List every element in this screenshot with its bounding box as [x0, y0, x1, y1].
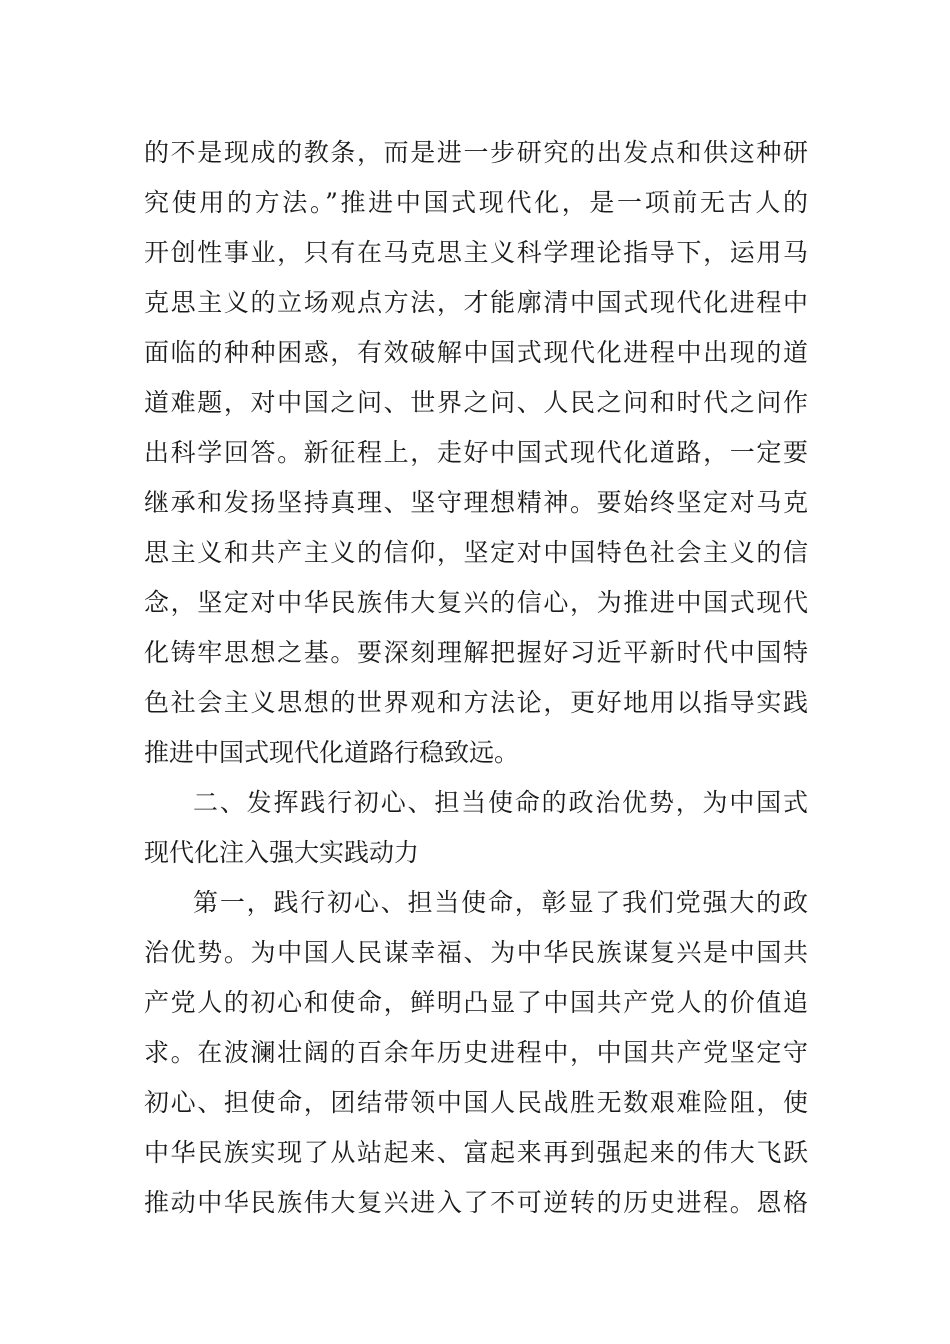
- text-line-7: 出科学回答。新征程上，走好中国式现代化道路，一定要: [144, 438, 808, 467]
- text-line-5: 面临的种种困惑，有效破解中国式现代化进程中出现的道: [144, 338, 808, 367]
- text-line-13: 推进中国式现代化道路行稳致远。: [144, 738, 520, 767]
- text-line-19: 求。在波澜壮阔的百余年历史进程中，中国共产党坚定守: [144, 1038, 808, 1067]
- text-line-20: 初心、担使命，团结带领中国人民战胜无数艰难险阻，使: [144, 1088, 808, 1117]
- text-line-4: 克思主义的立场观点方法，才能廓清中国式现代化进程中: [144, 288, 808, 317]
- text-line-9: 思主义和共产主义的信仰，坚定对中国特色社会主义的信: [144, 538, 808, 567]
- text-line-6: 道难题，对中国之问、世界之问、人民之问和时代之问作: [144, 388, 808, 417]
- text-line-10: 念，坚定对中华民族伟大复兴的信心，为推进中国式现代: [144, 588, 808, 617]
- section-heading-line-1: 二、发挥践行初心、担当使命的政治优势，为中国式: [193, 788, 808, 817]
- text-line-16: 第一，践行初心、担当使命，彰显了我们党强大的政: [193, 888, 808, 917]
- text-line-3: 开创性事业，只有在马克思主义科学理论指导下，运用马: [144, 238, 808, 267]
- text-line-2: 究使用的方法。”推进中国式现代化，是一项前无古人的: [144, 188, 808, 217]
- text-line-18: 产党人的初心和使命，鲜明凸显了中国共产党人的价值追: [144, 988, 808, 1017]
- text-line-22: 推动中华民族伟大复兴进入了不可逆转的历史进程。恩格: [144, 1188, 808, 1217]
- text-line-21: 中华民族实现了从站起来、富起来再到强起来的伟大飞跃: [144, 1138, 808, 1167]
- text-line-11: 化铸牢思想之基。要深刻理解把握好习近平新时代中国特: [144, 638, 808, 667]
- section-heading-line-2: 现代化注入强大实践动力: [144, 838, 420, 867]
- text-line-1: 的不是现成的教条，而是进一步研究的出发点和供这种研: [144, 138, 808, 167]
- text-line-17: 治优势。为中国人民谋幸福、为中华民族谋复兴是中国共: [144, 938, 808, 967]
- text-line-8: 继承和发扬坚持真理、坚守理想精神。要始终坚定对马克: [144, 488, 808, 517]
- text-line-12: 色社会主义思想的世界观和方法论，更好地用以指导实践: [144, 688, 808, 717]
